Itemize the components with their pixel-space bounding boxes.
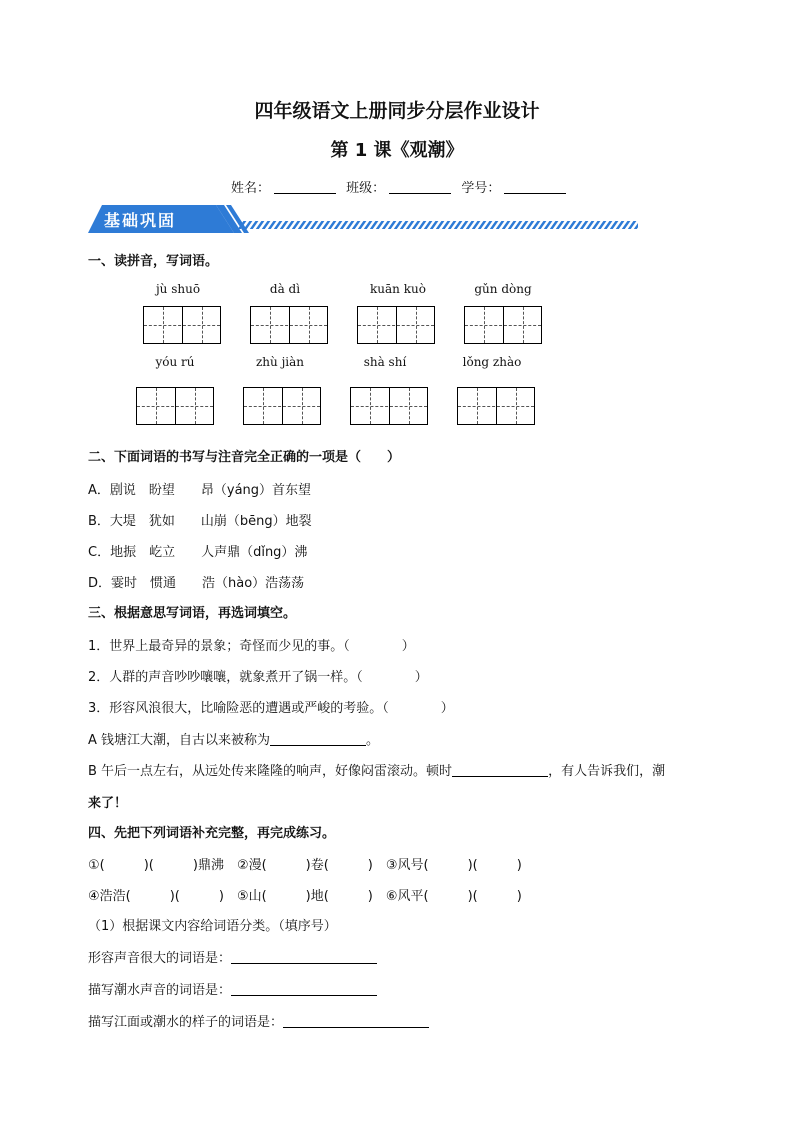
q2-option-a[interactable]: A．剧说 盼望 昂（yáng）首东望 bbox=[88, 483, 312, 498]
fill-a-blank[interactable] bbox=[270, 733, 366, 746]
q2-option-c[interactable]: C．地振 屹立 人声鼎（dǐng）沸 bbox=[88, 545, 308, 560]
q4-sub-1: （1）根据课文内容给词语分类。（填序号） bbox=[88, 919, 337, 934]
tianzige-box-6[interactable] bbox=[243, 387, 321, 425]
pinyin-6: zhù jiàn bbox=[255, 355, 305, 369]
q4-line-1-label: 形容声音很大的词语是： bbox=[88, 951, 232, 966]
q4-line-2 bbox=[88, 979, 377, 998]
tianzige-box-3[interactable] bbox=[357, 306, 435, 344]
pinyin-8: lǒng zhào bbox=[462, 355, 522, 369]
q4-line-1-blank[interactable] bbox=[231, 951, 377, 964]
number-label: 学号： bbox=[461, 181, 501, 196]
q4-row-2: ④浩浩( )( ) ⑤山( )地( ) ⑥风平( )( ) bbox=[88, 889, 522, 904]
q1-title: 一、读拼音，写词语。 bbox=[88, 254, 219, 269]
q4-line-3-label: 描写江面或潮水的样子的词语是： bbox=[88, 1015, 284, 1030]
q3-title: 三、根据意思写词语，再选词填空。 bbox=[88, 606, 297, 621]
tianzige-box-4[interactable] bbox=[464, 306, 542, 344]
q2-option-d[interactable]: D．霎时 惯通 浩（hào）浩荡荡 bbox=[88, 576, 305, 591]
q4-line-3 bbox=[88, 1011, 429, 1030]
student-info-row bbox=[231, 177, 572, 196]
q3-fill-a bbox=[88, 729, 379, 748]
fill-a-end: 。 bbox=[366, 733, 380, 748]
tianzige-box-1[interactable] bbox=[143, 306, 221, 344]
section-banner bbox=[88, 203, 640, 235]
banner-label: 基础巩固 bbox=[104, 211, 177, 230]
class-label: 班级： bbox=[346, 181, 386, 196]
q4-line-2-blank[interactable] bbox=[231, 983, 377, 996]
pinyin-7: shà shí bbox=[363, 355, 407, 369]
q2-option-b[interactable]: B．大堤 犹如 山崩（bēng）地裂 bbox=[88, 514, 312, 529]
name-label: 姓名： bbox=[231, 181, 271, 196]
page-title: 四年级语文上册同步分层作业设计 bbox=[254, 100, 540, 122]
q4-line-2-label: 描写潮水声音的词语是： bbox=[88, 983, 232, 998]
q3-item-3: 3．形容风浪很大，比喻险恶的遭遇或严峻的考验。（ ） bbox=[88, 701, 454, 716]
lesson-subtitle: 第 1 课《观潮》 bbox=[330, 140, 464, 161]
q4-line-1 bbox=[88, 947, 377, 966]
tianzige-box-5[interactable] bbox=[136, 387, 214, 425]
class-blank[interactable] bbox=[389, 181, 451, 194]
fill-b-text: B 午后一点左右，从远处传来隆隆的响声，好像闷雷滚动。顿时 bbox=[88, 764, 453, 779]
pinyin-3: kuān kuò bbox=[370, 282, 426, 296]
name-blank[interactable] bbox=[274, 181, 336, 194]
q4-line-3-blank[interactable] bbox=[283, 1015, 429, 1028]
q3-fill-b bbox=[88, 760, 665, 779]
pinyin-2: dà dì bbox=[269, 282, 301, 296]
q3-item-2: 2．人群的声音吵吵嚷嚷，就象煮开了锅一样。（ ） bbox=[88, 670, 428, 685]
pinyin-1: jù shuō bbox=[155, 282, 201, 296]
q4-row-1: ①( )( )鼎沸 ②漫( )卷( ) ③风号( )( ) bbox=[88, 858, 522, 873]
tianzige-box-8[interactable] bbox=[457, 387, 535, 425]
q2-title: 二、下面词语的书写与注音完全正确的一项是（ ） bbox=[88, 450, 401, 465]
tianzige-box-2[interactable] bbox=[250, 306, 328, 344]
pinyin-5: yóu rú bbox=[155, 355, 195, 369]
q3-fill-b-line2: 来了！ bbox=[88, 796, 128, 811]
fill-b-blank[interactable] bbox=[452, 764, 548, 777]
pinyin-4: gǔn dòng bbox=[474, 282, 532, 296]
fill-b-end: ，有人告诉我们，潮 bbox=[548, 764, 666, 779]
number-blank[interactable] bbox=[504, 181, 566, 194]
fill-a-text: A 钱塘江大潮，自古以来被称为 bbox=[88, 733, 271, 748]
q4-title: 四、先把下列词语补充完整，再完成练习。 bbox=[88, 826, 336, 841]
tianzige-box-7[interactable] bbox=[350, 387, 428, 425]
q3-item-1: 1．世界上最奇异的景象；奇怪而少见的事。（ ） bbox=[88, 639, 415, 654]
